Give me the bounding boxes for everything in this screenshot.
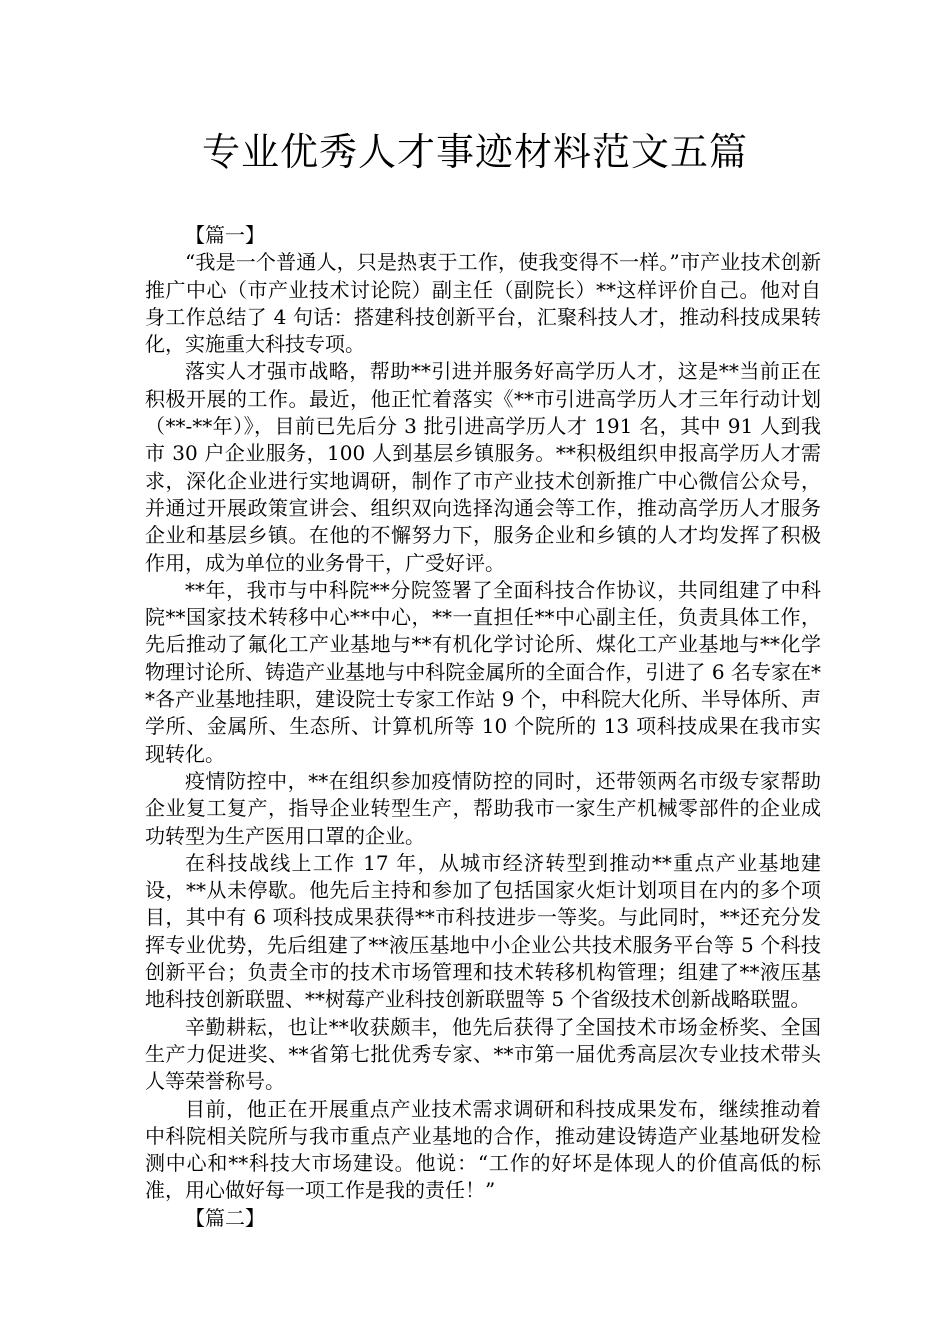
document-title: 专业优秀人才事迹材料范文五篇 (201, 130, 748, 174)
paragraph-7: 目前，他正在开展重点产业技术需求调研和科技成果发布，继续推动着中科院相关院所与我市重点产业基地的合作，推动建设铸造产业基地研发检测中心和**科技大市场建设。他说：“工作的好坏是体现人的价值高低的标准，用心做好每一项工作是我的责任！” (145, 1096, 821, 1203)
paragraph-5: 在科技战线上工作 17 年，从城市经济转型到推动**重点产业基地建设，**从未停歇。他先后主持和参加了包括国家火炬计划项目在内的多个项目，其中有 6 项科技成果获得**市科技进步一等奖。与此同时，**还充分发挥专业优势，先后组建了**液压基地中小企业公共技术服务平台等 5 个科技创新平台；负责全市的技术市场管理和技术转移机构管理；组建了**液压基地科技创新联盟、**树莓产业科技创新联盟等 5 个省级技术创新战略联盟。 (145, 850, 821, 1012)
section-heading-2: 【篇二】 (185, 1205, 265, 1230)
paragraph-3: **年，我市与中科院**分院签署了全面科技合作协议，共同组建了中科院**国家技术转移中心**中心，**一直担任**中心副主任，负责具体工作，先后推动了氟化工产业基地与**有机化学讨论所、煤化工产业基地与**化学物理讨论所、铸造产业基地与中科院金属所的全面合作，引进了 6 名专家在**各产业基地挂职，建设院士专家工作站 9 个，中科院大化所、半导体所、声学所、金属所、生态所、计算机所等 10 个院所的 13 项科技成果在我市实现转化。 (145, 577, 821, 766)
paragraph-1: “我是一个普通人，只是热衷于工作，使我变得不一样。”市产业技术创新推广中心（市产业技术讨论院）副主任（副院长）**这样评价自己。他对自身工作总结了 4 句话：搭建科技创新平台，汇聚科技人才，推动科技成果转化，实施重大科技专项。 (145, 250, 821, 357)
paragraph-2: 落实人才强市战略，帮助**引进并服务好高学历人才，这是**当前正在积极开展的工作。最近，他正忙着落实《**市引进高学历人才三年行动计划（**-**年）》，目前已先后分 3 批引进高学历人才 191 名，其中 91 人到我市 30 户企业服务，100 人到基层乡镇服务。**积极组织申报高学历人才需求，深化企业进行实地调研，制作了市产业技术创新推广中心微信公众号，并通过开展政策宣讲会、组织双向选择沟通会等工作，推动高学历人才服务企业和基层乡镇。在他的不懈努力下，服务企业和乡镇的人才均发挥了积极作用，成为单位的业务骨干，广受好评。 (145, 359, 821, 575)
document-body (145, 222, 821, 1232)
paragraph-6: 辛勤耕耘，也让**收获颇丰，他先后获得了全国技术市场金桥奖、全国生产力促进奖、**省第七批优秀专家、**市第一届优秀高层次专业技术带头人等荣誉称号。 (145, 1014, 821, 1094)
paragraph-4: 疫情防控中，**在组织参加疫情防控的同时，还带领两名市级专家帮助企业复工复产，指导企业转型生产，帮助我市一家生产机械零部件的企业成功转型为生产医用口罩的企业。 (145, 768, 821, 848)
section-heading-1: 【篇一】 (185, 223, 265, 247)
